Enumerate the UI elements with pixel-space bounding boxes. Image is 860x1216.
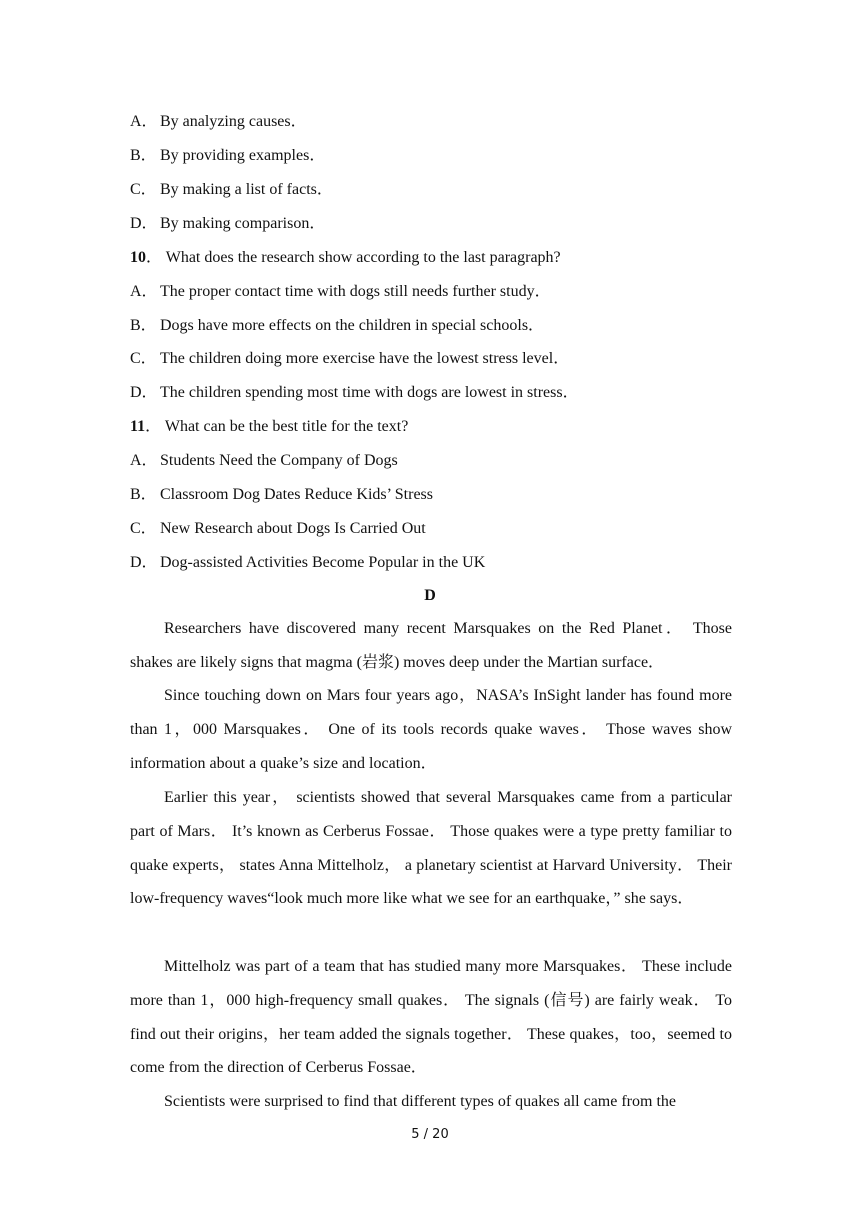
section-title: D bbox=[424, 587, 436, 604]
q9-option-b: B． By providing examples． bbox=[130, 147, 326, 164]
q9-option-a: A． By analyzing causes． bbox=[130, 113, 307, 130]
paragraph-2: Since touching down on Mars four years ago，NASA’s InSight lander has found more than 1，000 Marsquakes． One of its tools records quake waves． Those waves show information about a quake’s size and location． bbox=[130, 687, 733, 772]
q11-number: 11 bbox=[130, 418, 146, 435]
q10-number: 10 bbox=[130, 249, 146, 266]
q9-option-d: D． By making comparison． bbox=[130, 215, 326, 232]
q11-stem: 11． What can be the best title for the text? bbox=[130, 418, 409, 435]
paragraph-4: Mittelholz was part of a team that has studied many more Marsquakes． These include more than 1，000 high-frequency small quakes． The signals (信号) are fairly weak． To find out their origins，her team added the signals together． These quakes，too，seemed to come from the direction of Cerberus Fossae． bbox=[130, 958, 732, 1077]
q10-option-d: D． The children spending most time with dogs are lowest in stress． bbox=[130, 384, 579, 401]
q9-option-c: C． By making a list of facts． bbox=[130, 181, 333, 198]
q10-stem: 10． What does the research show according to the last paragraph? bbox=[130, 249, 561, 266]
q10-option-a: A． The proper contact time with dogs still needs further study． bbox=[130, 283, 551, 300]
q11-option-c: C． New Research about Dogs Is Carried Out bbox=[130, 520, 426, 537]
q11-option-d: D． Dog-assisted Activities Become Popular in the UK bbox=[130, 554, 486, 571]
q11-option-b: B． Classroom Dog Dates Reduce Kids’ Stress bbox=[130, 486, 433, 503]
paragraph-3: Earlier this year， scientists showed that several Marsquakes came from a particular part of Mars． It’s known as Cerberus Fossae． Those quakes were a type pretty familiar to quake experts， states Anna Mittelholz， a planetary scientist at Harvard University． Their low-frequency waves“look much more like what we see for an earthquake，” she says． bbox=[130, 789, 732, 908]
paragraph-5: Scientists were surprised to find that different types of quakes all came from the bbox=[164, 1093, 676, 1110]
q11-option-a: A． Students Need the Company of Dogs bbox=[130, 452, 398, 469]
q10-option-c: C． The children doing more exercise have the lowest stress level． bbox=[130, 350, 570, 367]
q10-option-b: B． Dogs have more effects on the children in special schools． bbox=[130, 317, 545, 334]
page-number: 5 / 20 bbox=[411, 1127, 449, 1142]
paragraph-1: Researchers have discovered many recent Marsquakes on the Red Planet． Those shakes are likely signs that magma (岩浆) moves deep under the Martian surface． bbox=[130, 620, 732, 671]
